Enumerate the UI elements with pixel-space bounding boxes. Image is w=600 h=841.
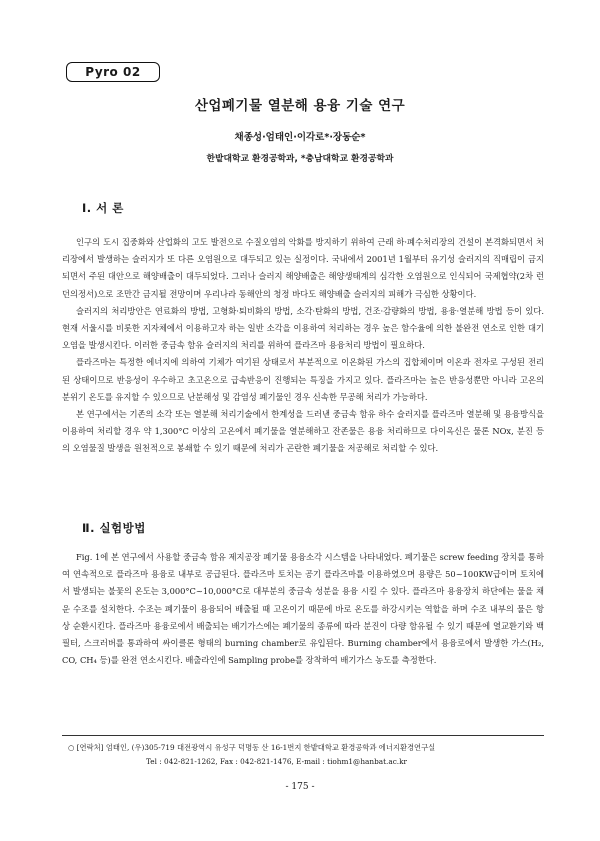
author-list: 채종성·엄태인·이각로*·장동순* (234, 132, 366, 143)
paragraph: 플라즈마는 특정한 에너지에 의하여 기체가 여기된 상태로서 부분적으로 이온화된 가스의 집합체이며 이온과 전자로 구성된 전리된 상태이므로 반응성이 우수하고 초고온으로 급속반응이 진행되는 특징을 가지고 있다. 플라즈마는 높은 반응성뿐만 아니라 고온의 분위기 온도를 유지할 수 있으므로 난분해성 및 감염성 폐기물인 경우 신속한 무공해 처리가 가능하다. (62, 357, 544, 402)
paper-title: 산업폐기물 열분해 용융 기술 연구 (194, 98, 406, 114)
paragraph: 본 연구에서는 기존의 소각 또는 열분해 처리기술에서 한계성을 드러낸 중금속 함유 하수 슬러지를 플라즈마 열분해 및 용융방식을 이용하여 처리할 경우 약 1,300°C 이상의 고온에서 폐기물을 열분해하고 잔존물은 용융 처리하므로 다이옥신은 물론 NOx, 분진 등의 오염물질 발생을 원천적으로 봉쇄할 수 있기 때문에 처리가 곤란한 폐기물을 저공해로 처리할 수 있다. (62, 409, 544, 454)
footnote-divider (62, 735, 544, 736)
paragraph: 인구의 도시 집중화와 산업화의 고도 발전으로 수질오염의 악화를 방지하기 위하여 근래 하·폐수처리장의 건설이 본격화되면서 처리장에서 발생하는 슬러지가 또 다른 오염원으로 대두되고 있는 실정이다. 국내에서 2001년 1월부터 유기성 슬러지의 직매립이 금지되면서 주된 대안으로 해양배출이 대두되었다. 그러나 슬러지 해양배출은 해양생태계의 심각한 오염원으로 인식되어 국제협약(2차 런던의정서)으로 조만간 금지될 전망이며 우리나라 동해안의 청정 바다도 해양배출 슬러지의 피해가 극심한 상황이다. (62, 237, 544, 299)
contact-footnote (68, 741, 548, 769)
section-body-introduction (62, 234, 544, 458)
affiliation: 한밭대학교 환경공학과, *충남대학교 환경공학과 (206, 154, 394, 164)
paragraph: 슬러지의 처리방안은 연료화의 방법, 고형화·퇴비화의 방법, 소각·탄화의 방법, 건조·감량화의 방법, 용융·열분해 방법 등이 있다. 현재 서울시를 비롯한 지자체에서 이용하고자 하는 일반 소각을 이용하여 처리하는 경우 높은 함수율에 의한 불완전 연소로 인한 대기오염을 발생시킨다. 이러한 중금속 함유 슬러지의 처리를 위하여 플라즈마 용융처리 방법이 필요하다. (62, 305, 544, 351)
footnote-contact-line: Tel : 042-821-1262, Fax : 042-821-1476, E-mail : tiohm1@hanbat.ac.kr (146, 757, 408, 766)
section-body-methods (62, 549, 544, 669)
paragraph: Fig. 1에 본 연구에서 사용할 중금속 함유 제지공장 폐기물 용융소각 시스템을 나타내었다. 폐기물은 screw feeding 장치를 통하여 연속적으로 플라즈마 용융로 내부로 공급된다. 플라즈마 토치는 공기 플라즈마를 이용하였으며 용량은 50~100KW급이며 토치에서 발생되는 불꽃의 온도는 3,000°C~10,000°C로 대부분의 중금속 성분을 용융 시킬 수 있다. 플라즈마 용융장치 하단에는 물을 채운 수조를 설치한다. 수조는 폐기물이 용융되어 배출될 때 고온이기 때문에 바로 온도를 하강시키는 역할을 하며 수조 내부의 물은 항상 순환시킨다. 플라즈마 용융로에서 배출되는 배기가스에는 폐기물의 종류에 따라 분진이 다량 함유될 수 있기 때문에 열교환기와 백필터, 스크러버를 통과하여 싸이클론 형태의 burning chamber로 유입된다. Burning chamber에서 용융로에서 발생한 가스(H₂, CO, CH₄ 등)를 완전 연소시킨다. 배출라인에 Sampling probe를 장착하여 배기가스 농도를 측정한다. (62, 552, 544, 666)
session-badge: Pyro 02 (66, 62, 160, 82)
section-heading-methods: Ⅱ. 실험방법 (82, 521, 146, 535)
section-heading-introduction: Ⅰ. 서 론 (82, 201, 124, 215)
footnote-line: ○ [연락처] 엄태인, (우)305-719 대전광역시 유성구 덕명동 산 16-1번지 한밭대학교 환경공학과 에너지환경연구실 (68, 743, 436, 752)
page-number: - 175 - (285, 782, 315, 792)
